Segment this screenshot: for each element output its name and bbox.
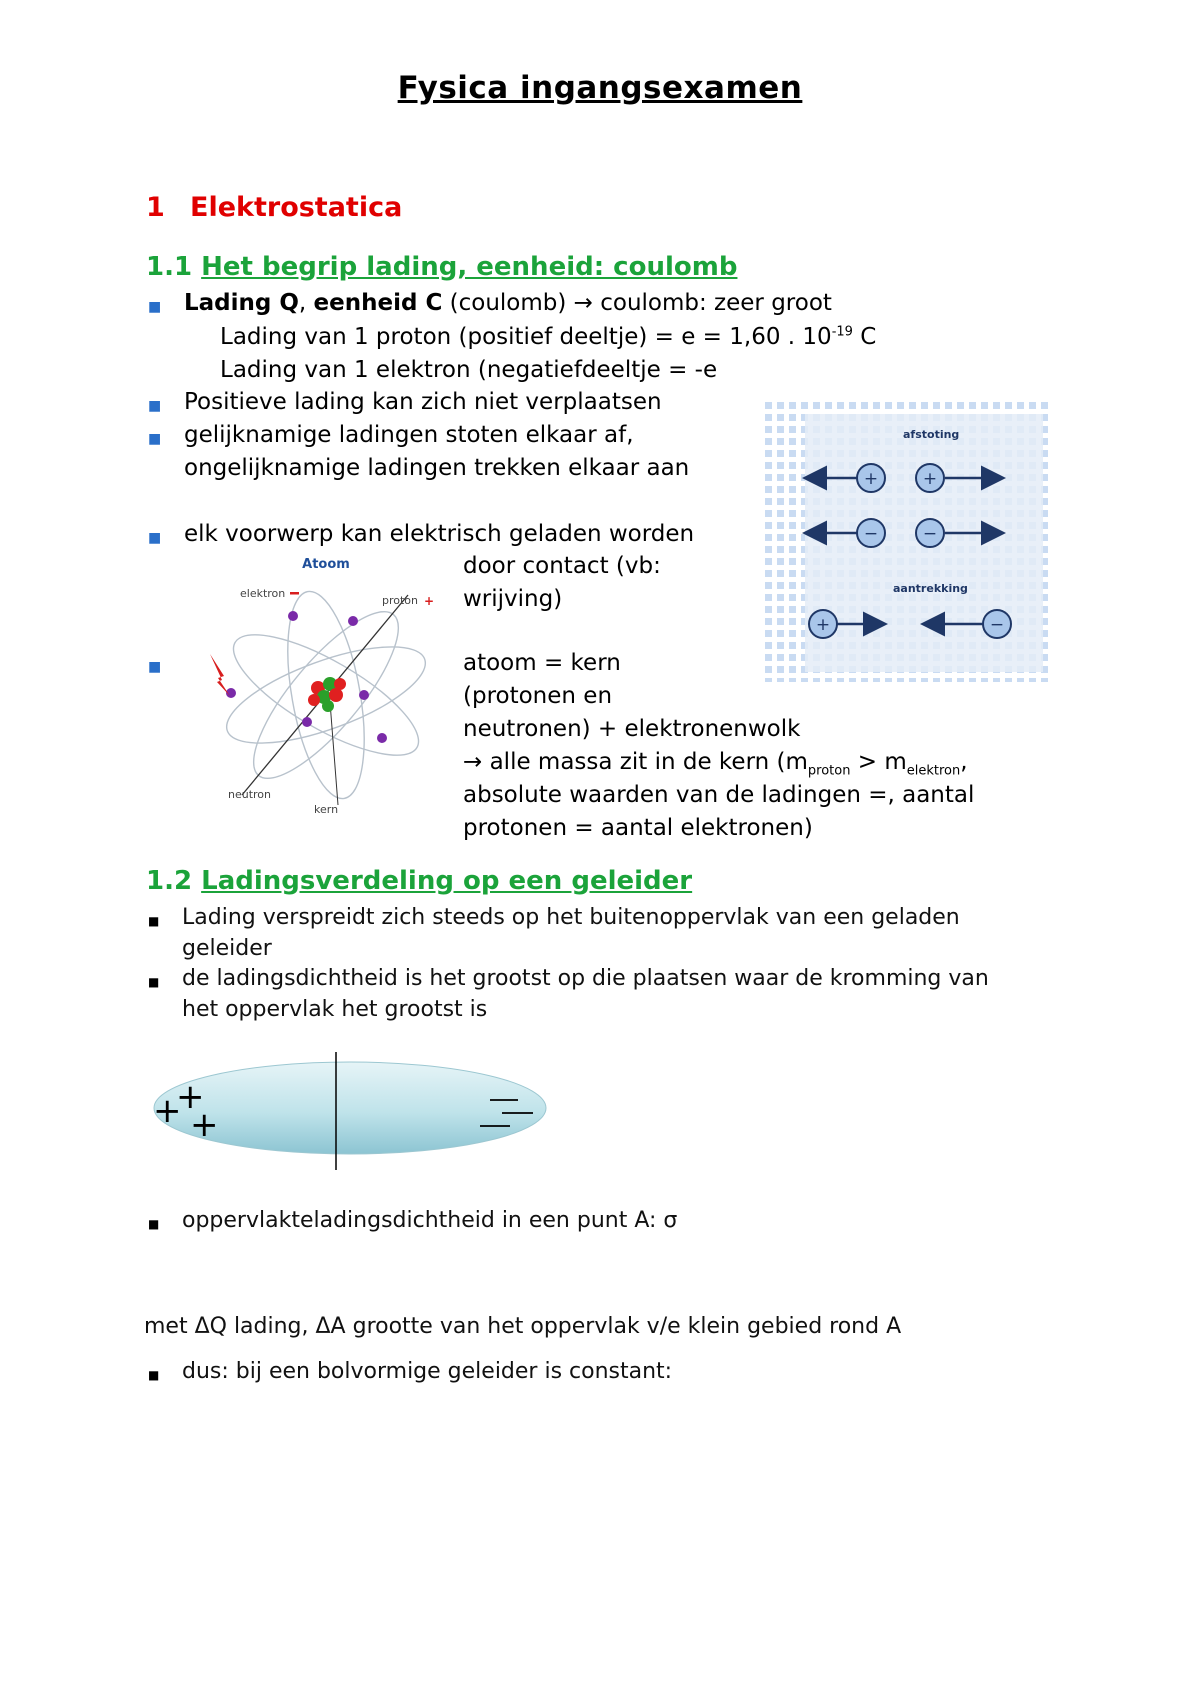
conductor-figure <box>150 1050 550 1175</box>
repulsion-label: afstoting <box>903 428 960 441</box>
document-title: Fysica ingangsexamen <box>397 70 803 106</box>
lightning-icon <box>210 654 230 696</box>
mass-line <box>463 749 968 779</box>
text: C <box>852 324 877 350</box>
section-1-2-heading <box>146 866 692 896</box>
bullet: ■ <box>148 299 162 315</box>
section-title: Het begrip lading, eenheid: coulomb <box>201 252 738 282</box>
bullet-text: (protonen en <box>463 683 613 709</box>
subscript: proton <box>807 763 851 779</box>
bullet: ■ <box>148 398 162 414</box>
pointer-line <box>330 702 338 805</box>
atom-figure <box>200 550 455 825</box>
bullet-text: oppervlakteladingsdichtheid in een punt A: σ <box>182 1208 678 1233</box>
section-1-heading <box>146 192 402 223</box>
minus-sign: − <box>863 524 879 544</box>
bullet-text: Positieve lading kan zich niet verplaatsen <box>184 389 662 415</box>
plus-sign: + <box>863 469 879 489</box>
section-title: Elektrostatica <box>190 192 403 223</box>
kern-label: kern <box>314 803 339 816</box>
bullet-text: dus: bij een bolvormige geleider is constant: <box>182 1359 673 1384</box>
plus-sign: + <box>153 1091 182 1131</box>
text: , <box>960 749 968 775</box>
section-title: Ladingsverdeling op een geleider <box>201 866 693 896</box>
atom-title: Atoom <box>302 557 350 572</box>
force-figure <box>765 402 1053 682</box>
bullet: ■ <box>148 1217 160 1231</box>
bullet-text: atoom = kern <box>463 650 621 676</box>
proton-label: proton <box>382 594 419 607</box>
plus-sign: + <box>190 1105 219 1145</box>
electron-dot <box>288 611 298 621</box>
subscript: elektron <box>906 763 961 779</box>
bullet: ■ <box>148 530 162 546</box>
minus-sign <box>290 592 299 595</box>
bullet-text: gelijknamige ladingen stoten elkaar af, <box>184 422 634 448</box>
bullet-text: ongelijknamige ladingen trekken elkaar aan <box>184 455 690 481</box>
electron-charge-line: Lading van 1 elektron (negatiefdeeltje = -e <box>220 357 718 383</box>
nucleus <box>308 677 346 712</box>
text: → alle massa zit in de kern (m <box>463 749 808 775</box>
plus-sign: + <box>424 594 435 608</box>
section-number: 1 <box>146 192 165 223</box>
bullet-text: elk voorwerp kan elektrisch geladen worden <box>184 521 695 547</box>
electron-dot <box>359 690 369 700</box>
section-1-1-heading <box>146 252 737 282</box>
bullet-text: door contact (vb: <box>463 553 661 579</box>
proton-dot <box>334 678 346 690</box>
bullet: ■ <box>148 914 160 928</box>
text: , <box>298 290 314 316</box>
section-number: 1.2 <box>146 866 193 896</box>
attraction-label: aantrekking <box>893 582 968 595</box>
definition-text: met ΔQ lading, ΔA grootte van het oppervlak v/e klein gebied rond A <box>144 1314 902 1339</box>
plus-sign: + <box>922 469 938 489</box>
bullet-text: de ladingsdichtheid is het grootst op die plaatsen waar de kromming van <box>182 966 989 991</box>
electron-dot <box>302 717 312 727</box>
exponent: -19 <box>831 324 853 340</box>
bullet: ■ <box>148 431 162 447</box>
bullet-text: het oppervlak het grootst is <box>182 997 488 1022</box>
bullet-text: wrijving) <box>463 586 563 612</box>
text: (coulomb) → coulomb: zeer groot <box>442 290 832 316</box>
section-number: 1.1 <box>146 252 193 282</box>
proton-dot <box>329 688 343 702</box>
plus-sign: + <box>815 615 831 635</box>
neutron-dot <box>322 700 334 712</box>
bullet-text: neutronen) + elektronenwolk <box>463 716 801 742</box>
bold-text: eenheid C <box>313 290 443 316</box>
bullet: ■ <box>148 975 160 989</box>
neutron-label: neutron <box>228 788 272 801</box>
electrons <box>226 611 387 743</box>
bullet-text: Lading verspreidt zich steeds op het buitenoppervlak van een geladen <box>182 905 960 930</box>
minus-sign: − <box>922 524 938 544</box>
minus-sign: − <box>989 615 1005 635</box>
bold-text: Lading Q <box>184 290 299 316</box>
bullet-text: absolute waarden van de ladingen =, aantal <box>463 782 975 808</box>
electron-label: elektron <box>240 587 286 600</box>
charge-unit-line <box>184 290 832 316</box>
bullet-text: protonen = aantal elektronen) <box>463 815 813 841</box>
bullet: ■ <box>148 1368 160 1382</box>
text: > m <box>850 749 907 775</box>
plus-sign: + <box>176 1077 205 1117</box>
bullet-text: geleider <box>182 936 272 961</box>
proton-charge-line <box>220 324 876 350</box>
bullet: ■ <box>148 659 162 675</box>
text: Lading van 1 proton (positief deeltje) = e = 1,60 . 10 <box>220 324 832 350</box>
electron-dot <box>348 616 358 626</box>
proton-dot <box>308 694 320 706</box>
electron-dot <box>377 733 387 743</box>
